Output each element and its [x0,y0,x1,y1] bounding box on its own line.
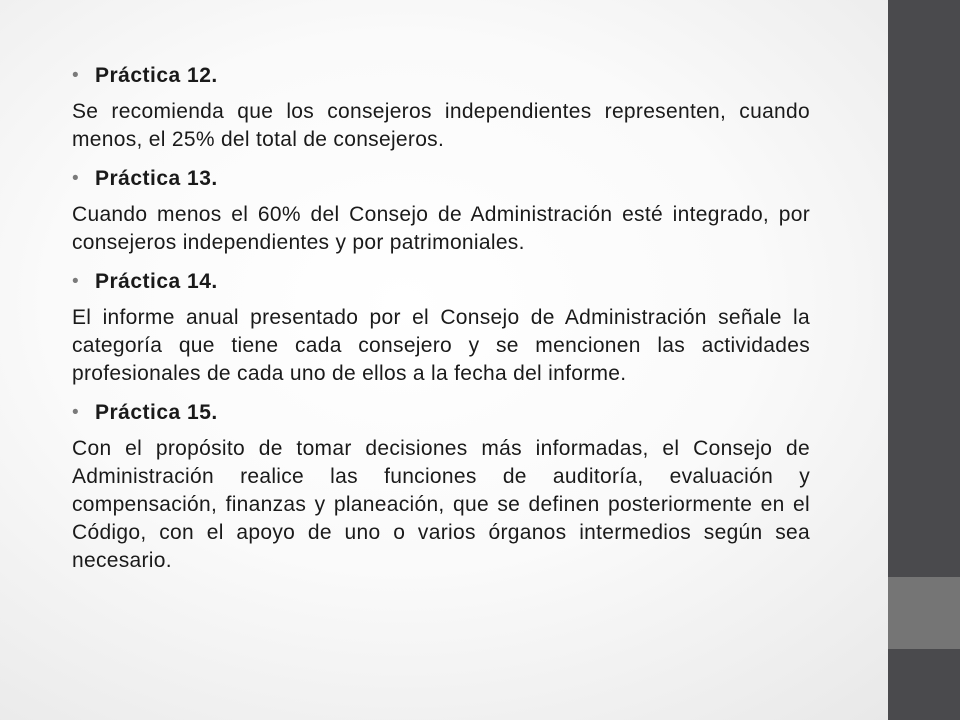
bullet-icon: • [72,65,80,86]
practice-description: El informe anual presentado por el Consejo de Administración señale la categoría que tiene cada consejero y se mencionen las actividades profesionales de cada uno de ellos a la fecha del informe. [72,306,810,385]
practice-heading-text: Práctica 12. [95,64,218,87]
bullet-icon: • [72,271,80,292]
practice-description: Cuando menos el 60% del Consejo de Administración esté integrado, por consejeros independientes y por patrimoniales. [72,203,810,254]
practice-heading-text: Práctica 15. [95,401,218,424]
bullet-icon: • [72,402,80,423]
practice-heading-text: Práctica 14. [95,270,218,293]
practice-heading-text: Práctica 13. [95,167,218,190]
sidebar-accent-block [888,577,960,649]
decorative-sidebar [888,0,960,720]
practice-heading [72,62,810,90]
practice-heading [72,268,810,296]
sidebar-dark-top [888,0,960,577]
bullet-icon: • [72,168,80,189]
practice-heading [72,399,810,427]
practice-heading [72,165,810,193]
sidebar-dark-bottom [888,649,960,720]
slide-content [72,62,810,586]
practice-description: Con el propósito de tomar decisiones más informadas, el Consejo de Administración realice las funciones de auditoría, evaluación y compensación, finanzas y planeación, que se definen posteriormente en el Código, con el apoyo de uno o varios órganos intermedios según sea necesario. [72,437,810,572]
practice-description: Se recomienda que los consejeros independientes representen, cuando menos, el 25% del total de consejeros. [72,100,810,151]
